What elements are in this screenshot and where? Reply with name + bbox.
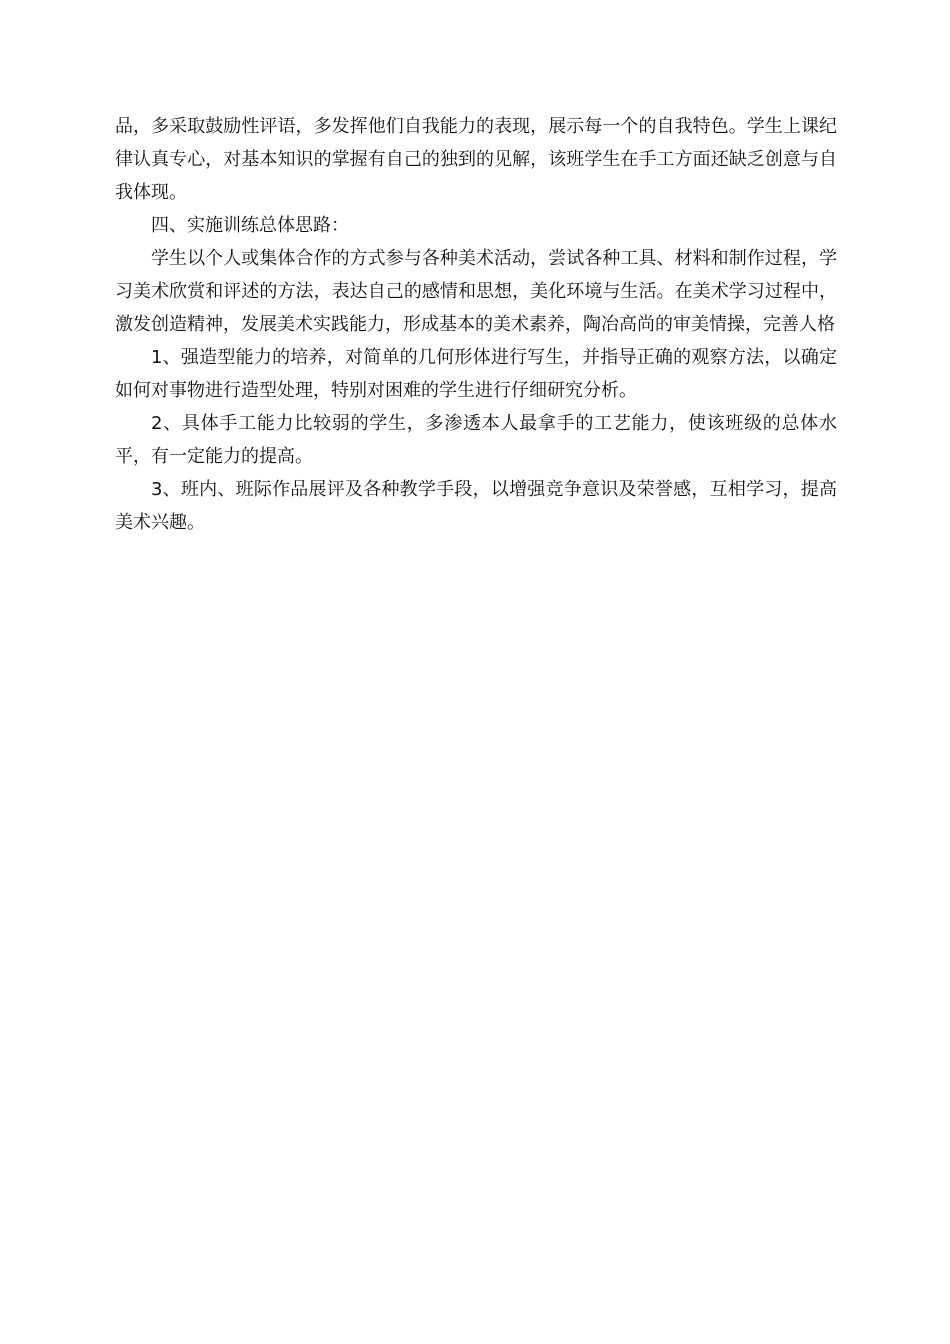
document-body bbox=[115, 110, 837, 539]
list-item: 2、具体手工能力比较弱的学生，多渗透本人最拿手的工艺能力，使该班级的总体水平，有一定能力的提高。 bbox=[115, 413, 837, 467]
paragraph-continuation: 品，多采取鼓励性评语，多发挥他们自我能力的表现，展示每一个的自我特色。学生上课纪律认真专心，对基本知识的掌握有自己的独到的见解，该班学生在手工方面还缺乏创意与自我体现。 bbox=[115, 116, 837, 203]
list-item: 1、强造型能力的培养，对简单的几何形体进行写生，并指导正确的观察方法，以确定如何对事物进行造型处理，特别对困难的学生进行仔细研究分析。 bbox=[115, 347, 837, 401]
section-heading: 四、实施训练总体思路： bbox=[151, 215, 349, 236]
list-item: 3、班内、班际作品展评及各种教学手段，以增强竞争意识及荣誉感，互相学习，提高美术兴趣。 bbox=[115, 479, 837, 533]
paragraph: 学生以个人或集体合作的方式参与各种美术活动，尝试各种工具、材料和制作过程，学习美术欣赏和评述的方法，表达自己的感情和思想，美化环境与生活。在美术学习过程中，激发创造精神，发展美术实践能力，形成基本的美术素养，陶冶高尚的审美情操，完善人格 bbox=[115, 248, 837, 335]
